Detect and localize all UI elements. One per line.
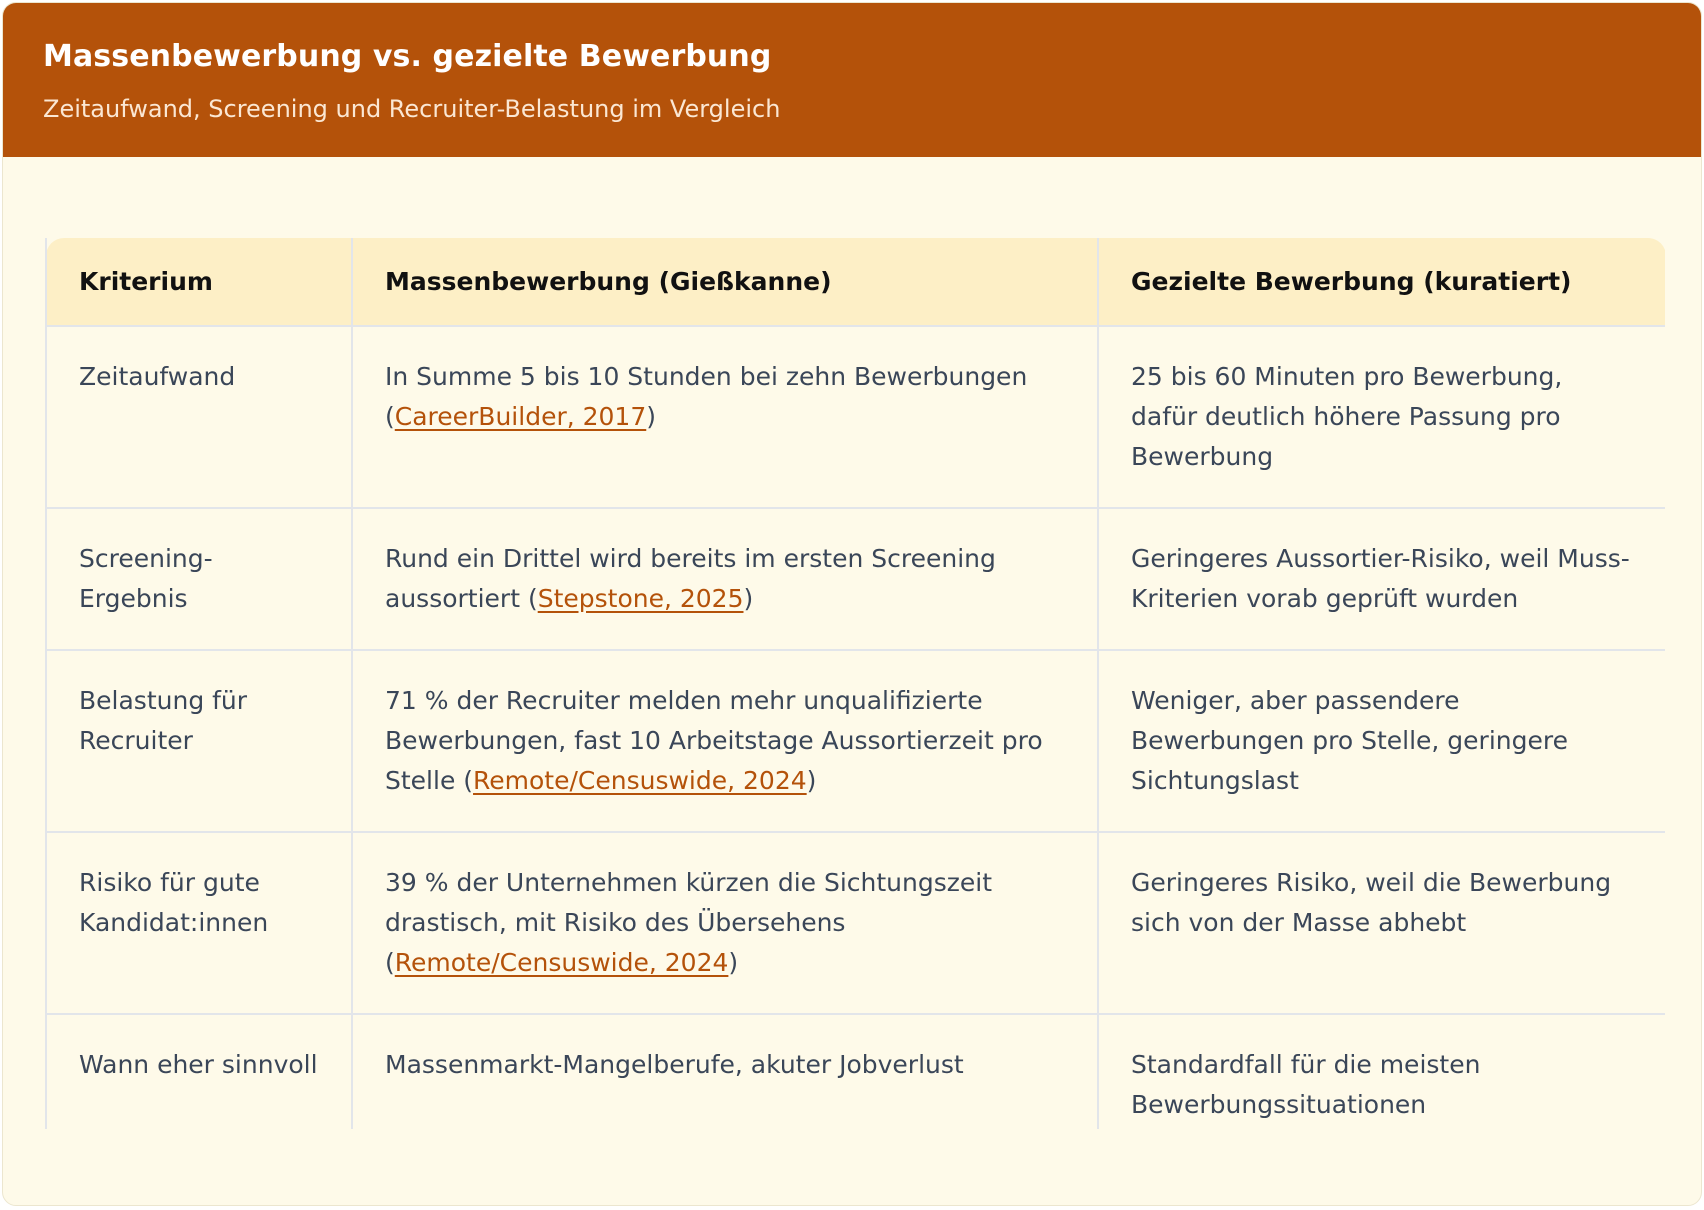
mass-cell (352, 650, 1098, 832)
mass-cell (352, 832, 1098, 1014)
mass-text-end: ) (806, 766, 817, 795)
column-header-criterion: Kriterium (46, 238, 352, 326)
mass-text: 39 % der Unternehmen kürzen die Sichtungszeit drastisch, mit Risiko des Übersehens ( (385, 868, 993, 977)
criterion-cell: Belastung für Recruiter (46, 650, 352, 832)
targeted-cell: Geringeres Risiko, weil die Bewerbung sich von der Masse abhebt (1098, 832, 1665, 1014)
source-link[interactable]: CareerBuilder, 2017 (394, 402, 647, 431)
page-title: Massenbewerbung vs. gezielte Bewerbung (43, 39, 772, 74)
criterion-cell: Zeitaufwand (46, 326, 352, 508)
source-link[interactable]: Remote/Censuswide, 2024 (394, 948, 729, 977)
mass-text: In Summe 5 bis 10 Stunden bei zehn Bewerbungen ( (385, 362, 1028, 431)
mass-text: 71 % der Recruiter melden mehr unqualifizierte Bewerbungen, fast 10 Arbeitstage Aussortierzeit pro Stelle ( (385, 686, 1043, 795)
targeted-cell: Standardfall für die meisten Bewerbungssituationen (1098, 1014, 1665, 1129)
comparison-card (2, 2, 1702, 1206)
mass-text-end: ) (743, 584, 754, 613)
criterion-cell: Wann eher sinnvoll (46, 1014, 352, 1129)
mass-text: Rund ein Drittel wird bereits im ersten Screening aussortiert ( (385, 544, 996, 613)
table-header-row (46, 238, 1665, 326)
mass-cell (352, 1014, 1098, 1129)
comparison-table (45, 238, 1665, 1129)
table-row (46, 326, 1665, 508)
source-link[interactable]: Stepstone, 2025 (537, 584, 744, 613)
source-link[interactable]: Remote/Censuswide, 2024 (473, 766, 807, 795)
targeted-cell: Geringeres Aussortier-Risiko, weil Muss-Kriterien vorab geprüft wurden (1098, 508, 1665, 650)
mass-text: Massenmarkt-Mangelberufe, akuter Jobverlust (385, 1050, 964, 1079)
mass-cell (352, 326, 1098, 508)
targeted-cell: 25 bis 60 Minuten pro Bewerbung, dafür deutlich höhere Passung pro Bewerbung (1098, 326, 1665, 508)
criterion-cell: Screening-Ergebnis (46, 508, 352, 650)
mass-text-end: ) (646, 402, 657, 431)
card-header (3, 3, 1701, 157)
table-row (46, 832, 1665, 1014)
table-row (46, 650, 1665, 832)
table-row (46, 508, 1665, 650)
table-row (46, 1014, 1665, 1129)
column-header-targeted: Gezielte Bewerbung (kuratiert) (1098, 238, 1665, 326)
comparison-table-wrapper (45, 238, 1665, 1129)
targeted-cell: Weniger, aber passendere Bewerbungen pro Stelle, geringere Sichtungslast (1098, 650, 1665, 832)
page-subtitle: Zeitaufwand, Screening und Recruiter-Belastung im Vergleich (43, 95, 781, 123)
mass-text-end: ) (728, 948, 739, 977)
criterion-cell: Risiko für gute Kandidat:innen (46, 832, 352, 1014)
column-header-mass: Massenbewerbung (Gießkanne) (352, 238, 1098, 326)
mass-cell (352, 508, 1098, 650)
